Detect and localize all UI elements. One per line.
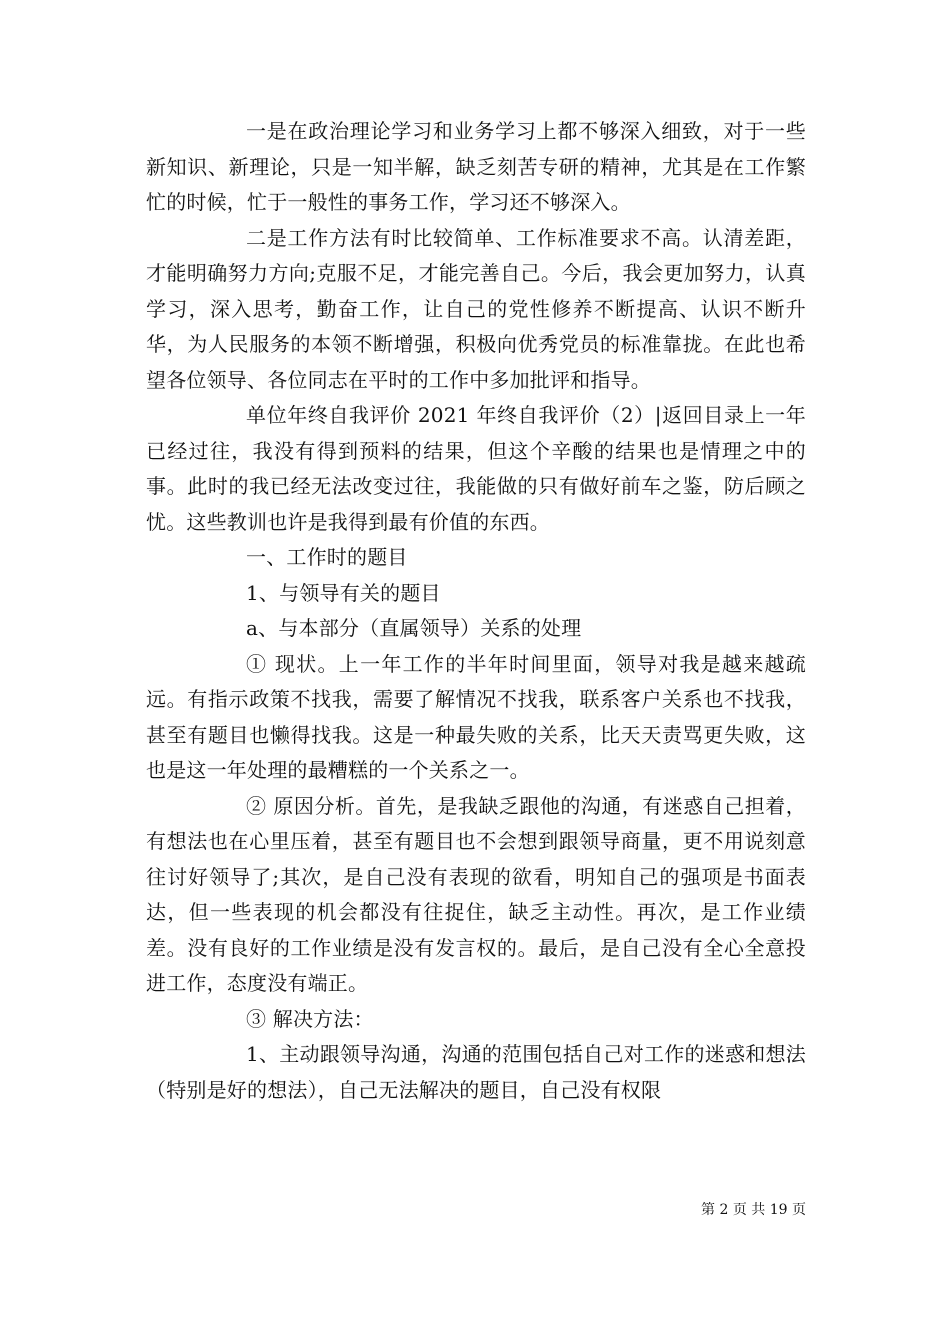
paragraph-year-end-intro: 单位年终自我评价 2021 年终自我评价（2）|返回目录上一年已经过往，我没有得到预料的结果，但这个辛酸的结果也是情理之中的事。此时的我已经无法改变过往，我能做的只有做好前车之鉴，防后顾之忧。这些教训也许是我得到最有价值的东西。 — [146, 403, 806, 534]
paragraph-study-shortcomings: 一是在政治理论学习和业务学习上都不够深入细致，对于一些新知识、新理论，只是一知半解，缺乏刻苦专研的精神，尤其是在工作繁忙的时候，忙于一般性的事务工作，学习还不够深入。 — [146, 119, 806, 214]
paragraph-solution-one: 1、主动跟领导沟通，沟通的范围包括自己对工作的迷惑和想法（特别是好的想法），自己无法解决的题目，自己没有权限 — [146, 1042, 806, 1102]
paragraph-current-status: ① 现状。上一年工作的半年时间里面，领导对我是越来越疏远。有指示政策不找我，需要了解情况不找我，联系客户关系也不找我，甚至有题目也懒得找我。这是一种最失败的关系，比天天责骂更失败，这也是这一年处理的最糟糕的一个关系之一。 — [146, 651, 806, 782]
page-number-footer: 第 2 页 共 19 页 — [701, 1202, 806, 1218]
document-body — [146, 114, 806, 1108]
heading-solutions: ③ 解决方法： — [246, 1006, 374, 1031]
paragraph-work-method: 二是工作方法有时比较简单、工作标准要求不高。认清差距，才能明确努力方向;克服不足，才能完善自己。今后，我会更加努力，认真学习，深入思考，勤奋工作，让自己的党性修养不断提高、认识不断升华，为人民服务的本领不断增强，积极向优秀党员的标准靠拢。在此也希望各位领导、各位同志在平时的工作中多加批评和指导。 — [146, 225, 806, 392]
heading-work-problems: 一、工作时的题目 — [246, 545, 408, 569]
paragraph-cause-analysis: ② 原因分析。首先，是我缺乏跟他的沟通，有迷惑自己担着，有想法也在心里压着，甚至有题目也不会想到跟领导商量，更不用说刻意往讨好领导了;其次，是自己没有表现的欲看，明知自己的强项是书面表达，但一些表现的机会都没有往捉住，缺乏主动性。再次，是工作业绩差。没有良好的工作业绩是没有发言权的。最后，是自己没有全心全意投进工作，态度没有端正。 — [146, 793, 806, 995]
heading-leader-problems: 1、与领导有关的题目 — [246, 580, 441, 605]
heading-direct-leader-relation: a、与本部分（直属领导）关系的处理 — [246, 616, 582, 640]
